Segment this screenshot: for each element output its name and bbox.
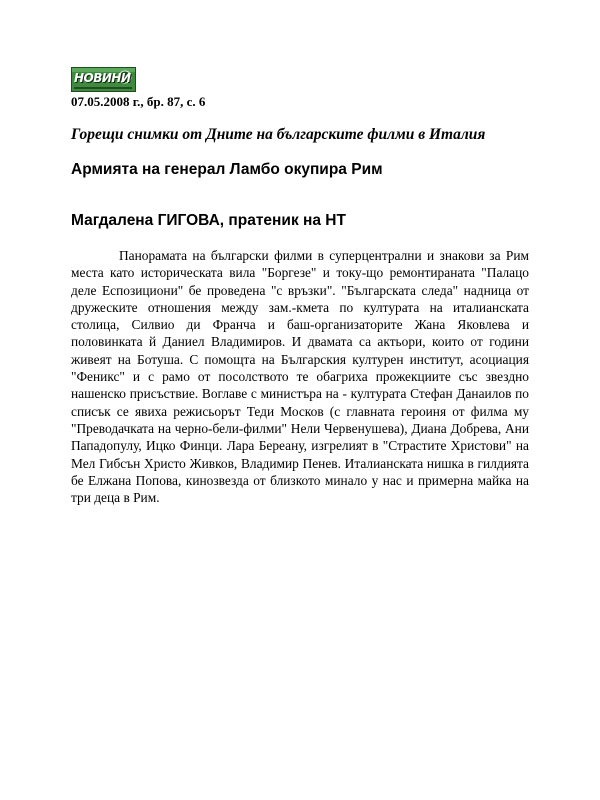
issue-date-line: 07.05.2008 г., бр. 87, с. 6 — [71, 94, 206, 109]
newspaper-logo-icon — [71, 67, 136, 92]
article-title: Армията на генерал Ламбо окупира Рим — [71, 161, 383, 178]
headline-italic: Горещи снимки от Дните на българските филми в Италия — [71, 126, 486, 143]
byline: Магдалена ГИГОВА, пратеник на НТ — [71, 212, 346, 229]
logo-text: НОВИНИ — [74, 71, 131, 85]
article-body: Панорамата на български филми в суперцентрални и знакови за Рим места като историческата вила "Боргезе" и току-що ремонтираната "Палацо деле Еспозициони" бе проведена "с връзки". "Българската следа" надница от дружеските отношения между зам.-кмета по културата на италианската столица, Силвио ди Франча и баш-организаторите Жана Яковлева и половинката й Даниел Владимиров. И двамата са актьори, които от години живеят на Ботуша. С помощта на Българския културен институт, асоциация "Феникс" и с рамо от посолството те обагриха прожекциите със звездно нашенско присъствие. Воглаве с министъра на - културата Стефан Данаилов по списък се явиха режисьорът Теди Москов (с главната героиня от филма му "Преводачката на черно-бели-филми" Нели Червенушева), Диана Добрева, Ани Пападопулу, Ицко Финци. Лара Береану, изгрелият в "Страстите Христови" на Мел Гибсън Христо Живков, Владимир Пенев. Италианската нишка в гилдията бе Елжана Попова, кинозвезда от близкото минало у нас и примерна майка на три деца в Рим. — [71, 248, 529, 506]
